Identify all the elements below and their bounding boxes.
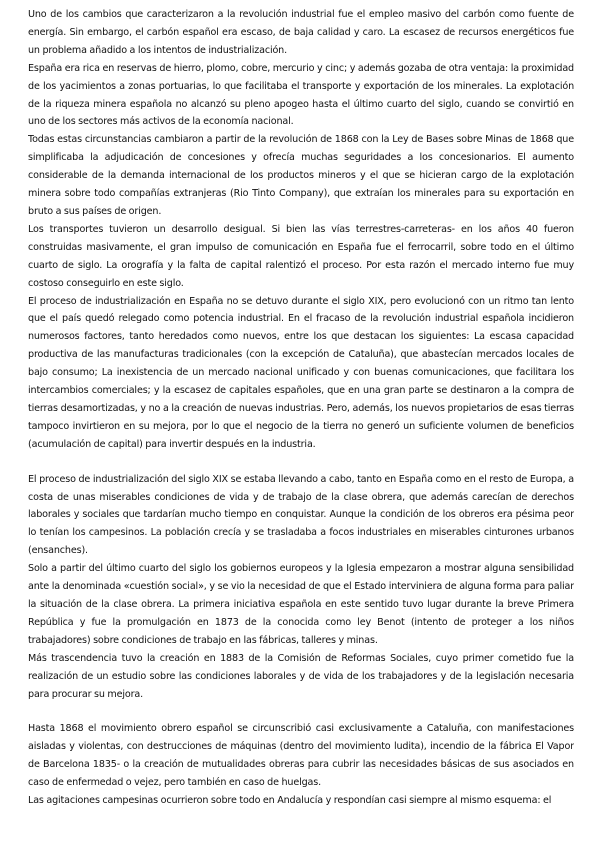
paragraph-labor-movement: Hasta 1868 el movimiento obrero español se circunscribió casi exclusivamente a Cataluña, con manifestaciones aisladas y violentas, con destrucciones de máquinas (dentro del movimiento ludita), incendio de la fábrica El Vapor de Barcelona 1835- o la creación de mutualidades obreras para cubrir las necesidades básicas de sus asociados en caso de enfermedad o vejez, pero también en caso de huelgas. — [28, 723, 574, 789]
paragraph-working-class: El proceso de industrialización del siglo XIX se estaba llevando a cabo, tanto en España como en el resto de Europa, a costa de unas miserables condiciones de vida y de trabajo de la clase obrera, que además carecían de derechos laborales y sociales que tardarían mucho tiempo en conquistar. Aunque la condición de los obreros era pésima peor lo tenían los campesinos. La población crecía y se trasladaba a focos industriales en miserables cinturones urbanos (ensanches). — [28, 473, 574, 557]
paragraph-industrialization-failure: El proceso de industrialización en España no se detuvo durante el siglo XIX, pero evolucionó con un ritmo tan lento que el país quedó relegado como potencia industrial. En el fracaso de la revolución industrial española incidieron numerosos factores, tanto heredados como nuevos, entre los que destacan los siguientes: La escasa capacidad productiva de las manufacturas tradicionales (con la excepción de Cataluña), que abastecían mercados locales de bajo consumo; La inexistencia de un mercado nacional unificado y con buenas comunicaciones, que facilitara los intercambios comerciales; y la escasez de capitales españoles, que en una gran parte se destinaron a la compra de tierras desamortizadas, y no a la creación de nuevas industrias. Pero, además, los nuevos propietarios de esas tierras tampoco invirtieron en su mejora, por lo que el negocio de la tierra no generó un suficiente volumen de beneficios (acumulación de capital) para invertir después en la industria. — [28, 295, 574, 450]
document-page — [28, 6, 574, 842]
paragraph-social-reforms-commission: Más trascendencia tuvo la creación en 1883 de la Comisión de Reformas Sociales, cuyo primer cometido fue la realización de un estudio sobre las condiciones laborales y de vida de los trabajadores y de la legislación necesaria para procurar su mejora. — [28, 652, 574, 700]
paragraph-mineral-resources: España era rica en reservas de hierro, plomo, cobre, mercurio y cinc; y además gozaba de otra ventaja: la proximidad de los yacimientos a zonas portuarias, lo que facilitaba el transporte y exportación de los minerales. La explotación de la riqueza minera española no alcanzó su pleno apogeo hasta el último cuarto del siglo, cuando se convirtió en uno de los sectores más activos de la economía nacional. — [28, 62, 574, 128]
paragraph-transport: Los transportes tuvieron un desarrollo desigual. Si bien las vías terrestres-carreteras- en los años 40 fueron construidas masivamente, el gran impulso de comunicación en España fue el ferrocarril, sobre todo en el último cuarto de siglo. La orografía y la falta de capital ralentizó el proceso. Por esta razón el mercado interno fue muy costoso conseguirlo en este siglo. — [28, 223, 574, 289]
paragraph-peasant-unrest: Las agitaciones campesinas ocurrieron sobre todo en Andalucía y respondían casi siempre al mismo esquema: el — [28, 795, 552, 807]
paragraph-carbon: Uno de los cambios que caracterizaron a la revolución industrial fue el empleo masivo del carbón como fuente de energía. Sin embargo, el carbón español era escaso, de baja calidad y caro. La escasez de recursos energéticos fue un problema añadido a los intentos de industrialización. — [28, 9, 574, 56]
paragraph-social-question: Solo a partir del último cuarto del siglo los gobiernos europeos y la Iglesia empezaron a mostrar alguna sensibilidad ante la denominada «cuestión social», y se vio la necesidad de que el Estado interviniera de alguna forma para paliar la situación de la clase obrera. La primera iniciativa española en este sentido tuvo lugar durante la breve Primera República y fue la promulgación en 1873 de la conocida como ley Benot (intento de proteger a los niños trabajadores) sobre condiciones de trabajo en las fábricas, talleres y minas. — [28, 563, 574, 646]
paragraph-mining-law: Todas estas circunstancias cambiaron a partir de la revolución de 1868 con la Ley de Bases sobre Minas de 1868 que simplificaba la adjudicación de concesiones y ofrecía muchas seguridades a los concesionarios. El aumento considerable de la demanda internacional de los productos mineros y el que se hicieran cargo de la explotación minera sobre todo compañías extranjeras (Rio Tinto Company), que extraían los minerales para su exportación en bruto a sus países de origen. — [28, 134, 574, 217]
